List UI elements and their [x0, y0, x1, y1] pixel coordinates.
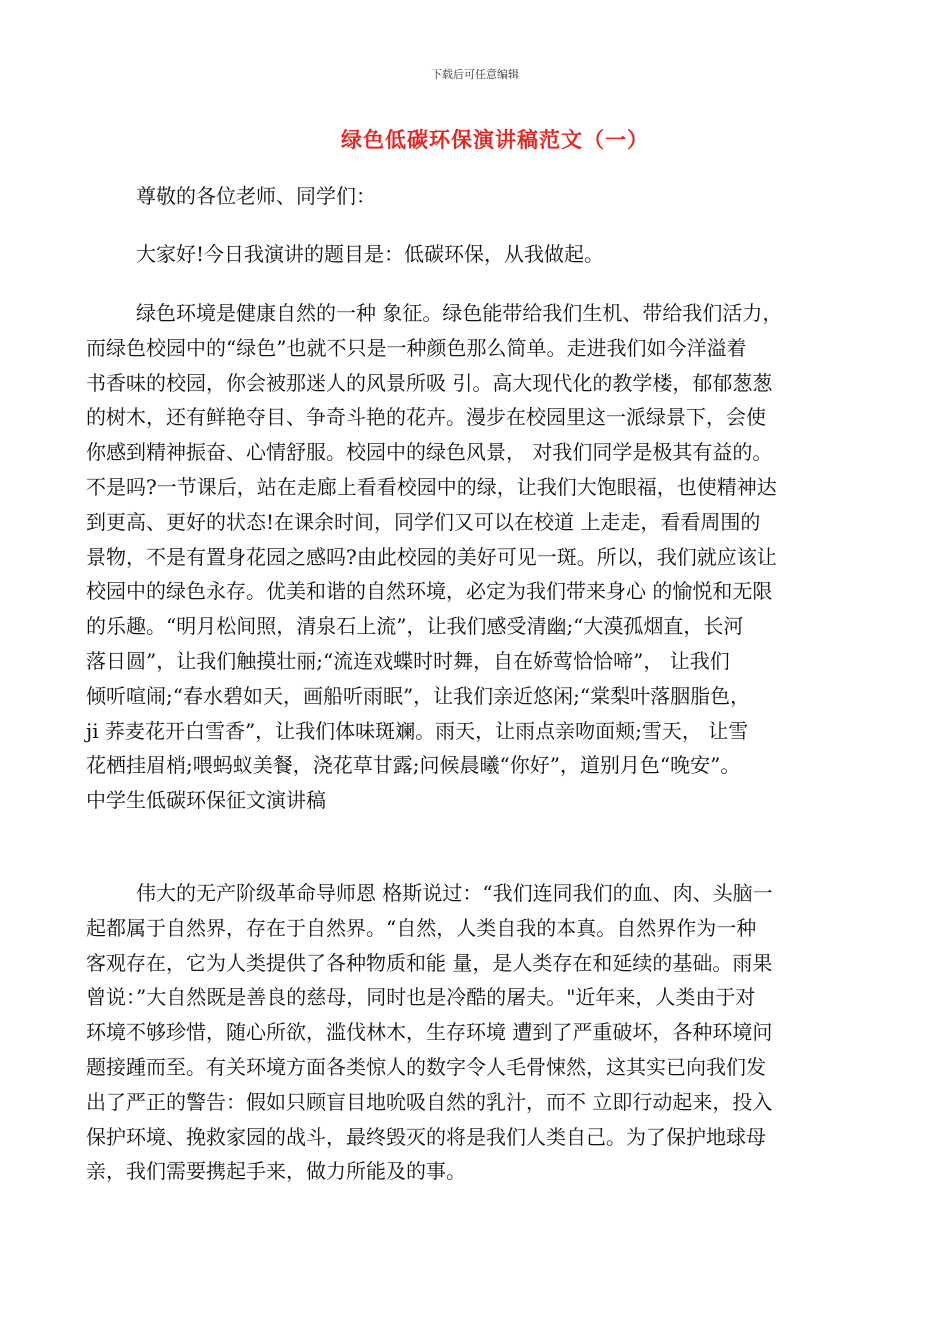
paragraph-line: 的树木，还有鲜艳夺目、争奇斗艳的花卉。漫步在校园里这一派绿景下，会使	[86, 405, 766, 430]
paragraph-line: 亲，我们需要携起手来，做力所能及的事。	[86, 1159, 466, 1184]
document-title: 绿色低碳环保演讲稿范文（一）	[341, 127, 649, 152]
paragraph-line: 校园中的绿色永存。优美和谐的自然环境，必定为我们带来身心 的愉悦和无限	[86, 579, 773, 604]
paragraph-line: 倾听喧闹;“春水碧如天，画船听雨眠”，让我们亲近悠闲;“棠梨叶落胭脂色，	[86, 683, 751, 708]
paragraph-line: 到更高、更好的状态!在课余时间，同学们又可以在校道 上走走，看看周围的	[86, 509, 761, 534]
paragraph-line: 花栖挂眉梢;喂蚂蚁美餐，浇花草甘露;问候晨曦“你好”，道别月色“晚安”。	[86, 753, 741, 778]
paragraph-line: ji 荞麦花开白雪香”，让我们体味斑斓。雨天，让雨点亲吻面颊;雪天， 让雪	[86, 718, 749, 743]
paragraph-line: 书香味的校园，你会被那迷人的风景所吸 引。高大现代化的教学楼，郁郁葱葱	[86, 370, 773, 395]
paragraph-line: 曾说：”大自然既是善良的慈母，同时也是冷酷的屠夫。"近年来，人类由于对	[86, 985, 756, 1010]
paragraph-line: 景物，不是有置身花园之感吗?由此校园的美好可见一斑。所以，我们就应该让	[86, 544, 777, 569]
paragraph-line: 伟大的无产阶级革命导师恩 格斯说过：“我们连同我们的血、肉、头脑一	[136, 881, 773, 905]
paragraph-line: 而绿色校园中的“绿色”也就不只是一种颜色那么简单。走进我们如今洋溢着	[86, 335, 747, 360]
paragraph-line: 你感到精神振奋、心情舒服。校园中的绿色风景， 对我们同学是极其有益的。	[86, 440, 773, 465]
intro-line: 大家好!今日我演讲的题目是：低碳环保，从我做起。	[136, 242, 605, 266]
paragraph-line: 中学生低碳环保征文演讲稿	[86, 788, 326, 813]
greeting: 尊敬的各位老师、同学们：	[136, 184, 376, 208]
paragraph-line: 起都属于自然界，存在于自然界。“自然，人类自我的本真。自然界作为一种	[86, 915, 757, 940]
paragraph-1	[86, 296, 866, 818]
paragraph-2	[86, 876, 866, 1189]
paragraph-line: 客观存在，它为人类提供了各种物质和能 量，是人类存在和延续的基础。雨果	[86, 950, 773, 975]
paragraph-line: 绿色环境是健康自然的一种 象征。绿色能带给我们生机、带给我们活力，	[136, 301, 783, 325]
paragraph-line: 出了严正的警告：假如只顾盲目地吮吸自然的乳汁，而不 立即行动起来，投入	[86, 1089, 773, 1114]
header-note: 下载后可任意编辑	[431, 68, 519, 81]
paragraph-line: 保护环境、挽救家园的战斗，最终毁灭的将是我们人类自己。为了保护地球母	[86, 1124, 766, 1149]
paragraph-line: 环境不够珍惜，随心所欲，滥伐林木，生存环境 遭到了严重破坏，各种环境问	[86, 1020, 773, 1045]
paragraph-line: 的乐趣。“明月松间照，清泉石上流”，让我们感受清幽;“大漠孤烟直，长河	[86, 614, 744, 639]
paragraph-line: 落日圆”，让我们触摸壮丽;“流连戏蝶时时舞，自在娇莺恰恰啼”， 让我们	[86, 648, 730, 673]
paragraph-line: 不是吗?一节课后，站在走廊上看看校园中的绿，让我们大饱眼福，也使精神达	[86, 474, 777, 499]
paragraph-line: 题接踵而至。有关环境方面各类惊人的数字令人毛骨悚然，这其实已向我们发	[86, 1054, 766, 1079]
